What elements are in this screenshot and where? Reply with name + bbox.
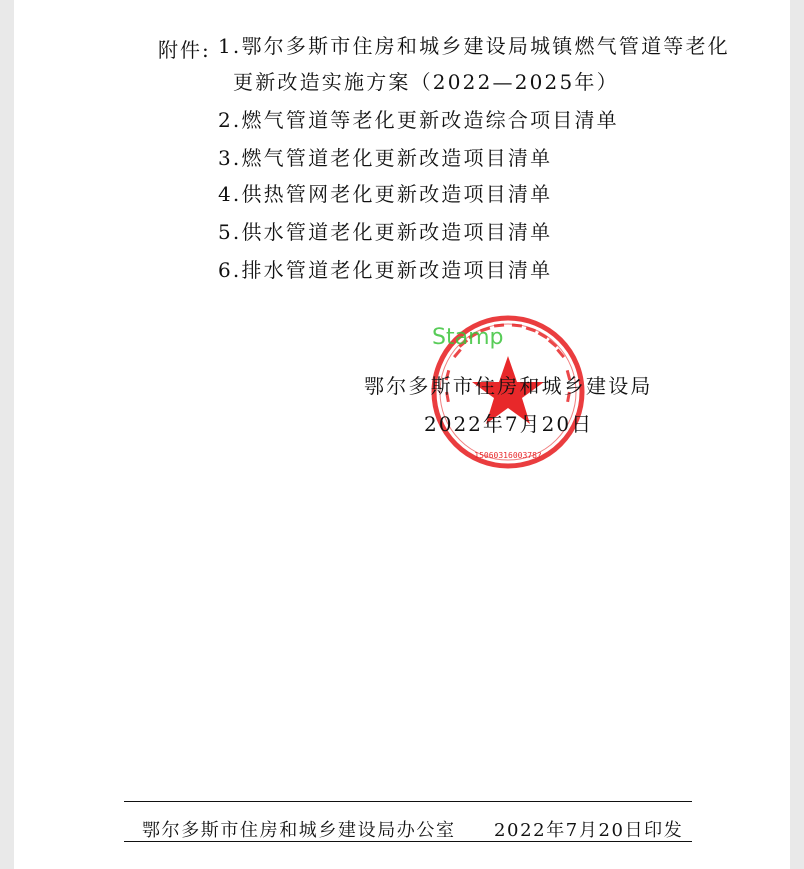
signing-date: 2022年7月20日 xyxy=(424,412,594,436)
attachment-item-4: 4.供热管网老化更新改造项目清单 xyxy=(218,182,553,206)
attachment-item-6: 6.排水管道老化更新改造项目清单 xyxy=(218,258,553,282)
stamp-overlay-label: Stamp xyxy=(432,325,504,350)
footer-bottom-rule xyxy=(124,841,692,842)
attachment-item-1-line-1: 1.鄂尔多斯市住房和城乡建设局城镇燃气管道等老化 xyxy=(218,34,730,58)
attachment-item-3: 3.燃气管道老化更新改造项目清单 xyxy=(218,146,553,170)
footer-issue-date: 2022年7月20日印发 xyxy=(494,820,684,841)
footer-issuer: 鄂尔多斯市住房和城乡建设局办公室 xyxy=(142,820,456,841)
seal-code: 1506031600378? xyxy=(474,451,542,460)
attachment-item-1-line-2: 更新改造实施方案（2022—2025年） xyxy=(233,70,619,94)
footer-top-rule xyxy=(124,801,692,802)
document-page xyxy=(14,0,790,869)
attachment-item-2: 2.燃气管道等老化更新改造综合项目清单 xyxy=(218,108,619,132)
attachment-item-5: 5.供水管道老化更新改造项目清单 xyxy=(218,220,553,244)
signing-organization: 鄂尔多斯市住房和城乡建设局 xyxy=(364,374,653,398)
attachments-prefix: 附件: xyxy=(158,38,211,62)
